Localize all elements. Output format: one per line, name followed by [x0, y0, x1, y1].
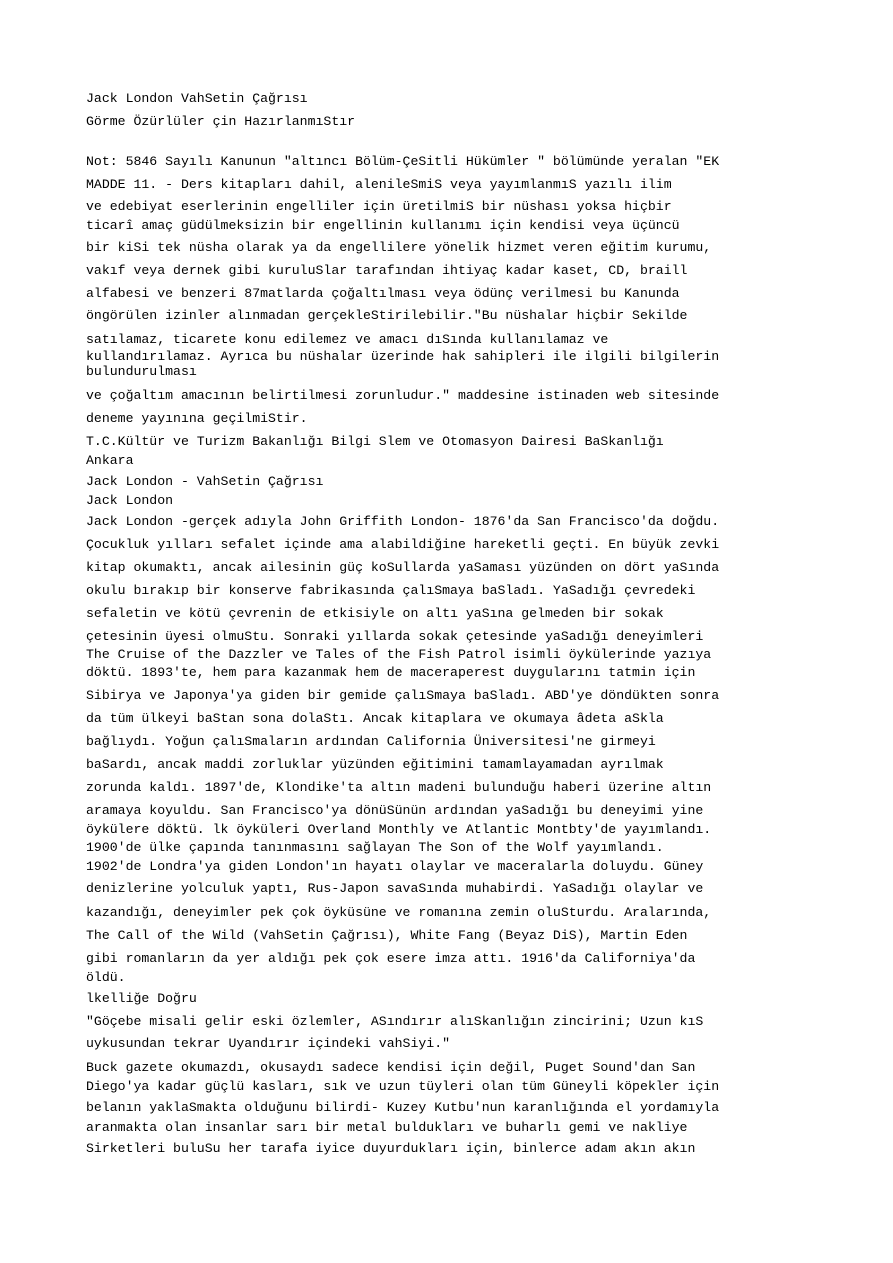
- doc-line: bir kiSi tek nüsha olarak ya da engellilere yönelik hizmet veren eğitim kurumu,: [86, 240, 712, 255]
- doc-line: T.C.Kültür ve Turizm Bakanlığı Bilgi Slem ve Otomasyon Dairesi BaSkanlığı: [86, 434, 664, 449]
- doc-line: kitap okumaktı, ancak ailesinin güç koSullarda yaSaması yüzünden on dört yaSında: [86, 560, 720, 575]
- doc-line: da tüm ülkeyi baStan sona dolaStı. Ancak kitaplara ve okumaya âdeta aSkla: [86, 711, 664, 726]
- doc-line: aramaya koyuldu. San Francisco'ya dönüSünün ardından yaSadığı bu deneyimi yine: [86, 803, 704, 818]
- doc-line: Jack London: [86, 493, 174, 508]
- doc-line: uykusundan tekrar Uyandırır içindeki vahSiyi.": [86, 1036, 451, 1051]
- doc-line: belanın yaklaSmakta olduğunu bilirdi- Kuzey Kutbu'nun karanlığında el yordamıyla: [86, 1100, 720, 1115]
- doc-line: lkelliğe Doğru: [86, 991, 197, 1006]
- doc-line: 1902'de Londra'ya giden London'ın hayatı olaylar ve maceralarla doluydu. Güney: [86, 859, 704, 874]
- doc-line: aranmakta olan insanlar sarı bir metal buldukları ve buharlı gemi ve nakliye: [86, 1120, 688, 1135]
- doc-line: bulundurulması: [86, 364, 197, 379]
- doc-line: Çocukluk yılları sefalet içinde ama alabildiğine hareketli geçti. En büyük zevki: [86, 537, 720, 552]
- doc-line: Ankara: [86, 453, 134, 468]
- doc-line: "Göçebe misali gelir eski özlemler, ASındırır alıSkanlığın zincirini; Uzun kıS: [86, 1014, 704, 1029]
- doc-line: kullandırılamaz. Ayrıca bu nüshalar üzerinde hak sahipleri ile ilgili bilgilerin: [86, 349, 720, 364]
- doc-line: öngörülen izinler alınmadan gerçekleStirilebilir."Bu nüshalar hiçbir Sekilde: [86, 308, 688, 323]
- doc-line: ve çoğaltım amacının belirtilmesi zorunludur." maddesine istinaden web sitesinde: [86, 388, 720, 403]
- doc-line: zorunda kaldı. 1897'de, Klondike'ta altın madeni bulunduğu haberi üzerine altın: [86, 780, 712, 795]
- doc-line: Not: 5846 Sayılı Kanunun "altıncı Bölüm-ÇeSitli Hükümler " bölümünde yeralan "EK: [86, 154, 720, 169]
- doc-line: Sirketleri buluSu her tarafa iyice duyurdukları için, binlerce adam akın akın: [86, 1141, 696, 1156]
- doc-line: gibi romanların da yer aldığı pek çok esere imza attı. 1916'da Californiya'da: [86, 951, 696, 966]
- doc-line: alfabesi ve benzeri 87matlarda çoğaltılması veya ödünç verilmesi bu Kanunda: [86, 286, 680, 301]
- doc-line: ve edebiyat eserlerinin engelliler için üretilmiS bir nüshası yoksa hiçbir: [86, 199, 672, 214]
- doc-line: deneme yayınına geçilmiStir.: [86, 411, 308, 426]
- doc-line: ticarî amaç güdülmeksizin bir engellinin kullanımı için kendisi veya üçüncü: [86, 218, 680, 233]
- doc-line: MADDE 11. - Ders kitapları dahil, alenileSmiS veya yayımlanmıS yazılı ilim: [86, 177, 672, 192]
- doc-line: denizlerine yolculuk yaptı, Rus-Japon savaSında muhabirdi. YaSadığı olaylar ve: [86, 881, 704, 896]
- doc-line: satılamaz, ticarete konu edilemez ve amacı dıSında kullanılamaz ve: [86, 332, 609, 347]
- doc-line: The Call of the Wild (VahSetin Çağrısı), White Fang (Beyaz DiS), Martin Eden: [86, 928, 688, 943]
- doc-line: öykülere döktü. lk öyküleri Overland Monthly ve Atlantic Montbty'de yayımlandı.: [86, 822, 712, 837]
- doc-line: öldü.: [86, 970, 126, 985]
- doc-line: sefaletin ve kötü çevrenin de etkisiyle on altı yaSına gelmeden bir sokak: [86, 606, 664, 621]
- doc-line: kazandığı, deneyimler pek çok öyküsüne ve romanına zemin oluSturdu. Aralarında,: [86, 905, 712, 920]
- doc-line: Diego'ya kadar güçlü kasları, sık ve uzun tüyleri olan tüm Güneyli köpekler için: [86, 1079, 720, 1094]
- doc-line: bağlıydı. Yoğun çalıSmaların ardından California Üniversitesi'ne girmeyi: [86, 734, 656, 749]
- doc-line: çetesinin üyesi olmuStu. Sonraki yıllarda sokak çetesinde yaSadığı deneyimleri: [86, 629, 704, 644]
- doc-line: 1900'de ülke çapında tanınmasını sağlayan The Son of the Wolf yayımlandı.: [86, 840, 664, 855]
- doc-line: The Cruise of the Dazzler ve Tales of the Fish Patrol isimli öykülerinde yazıya: [86, 647, 712, 662]
- doc-line: vakıf veya dernek gibi kuruluSlar tarafından ihtiyaç kadar kaset, CD, braill: [86, 263, 688, 278]
- doc-line: Jack London -gerçek adıyla John Griffith London- 1876'da San Francisco'da doğdu.: [86, 514, 720, 529]
- doc-line: Jack London - VahSetin Çağrısı: [86, 474, 324, 489]
- doc-line: okulu bırakıp bir konserve fabrikasında çalıSmaya baSladı. YaSadığı çevredeki: [86, 583, 696, 598]
- doc-line: Jack London VahSetin Çağrısı: [86, 91, 308, 106]
- doc-line: döktü. 1893'te, hem para kazanmak hem de maceraperest duygularını tatmin için: [86, 665, 696, 680]
- doc-line: Sibirya ve Japonya'ya giden bir gemide çalıSmaya baSladı. ABD'ye döndükten sonra: [86, 688, 720, 703]
- doc-line: baSardı, ancak maddi zorluklar yüzünden eğitimini tamamlayamadan ayrılmak: [86, 757, 664, 772]
- doc-line: Buck gazete okumazdı, okusaydı sadece kendisi için değil, Puget Sound'dan San: [86, 1060, 696, 1075]
- doc-line: Görme Özürlüler çin HazırlanmıStır: [86, 114, 356, 129]
